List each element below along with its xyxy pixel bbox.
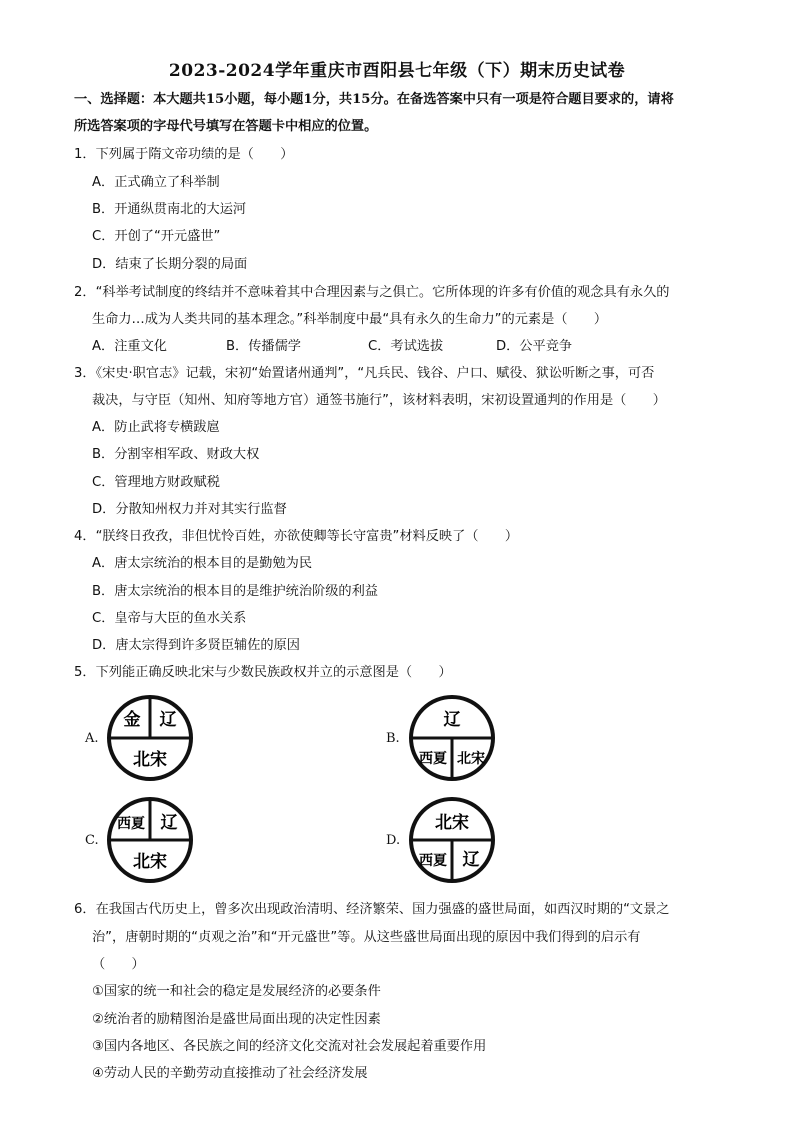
- diagram-a: [105, 693, 195, 783]
- diagram-d-region-beisong: 北宋: [435, 813, 469, 833]
- question-4-option-b: B．唐太宗统治的根本目的是维护统治阶级的利益: [92, 584, 378, 599]
- question-4-option-c: C．皇帝与大臣的鱼水关系: [92, 611, 247, 626]
- section-instruction-line2: 所选答案项的字母代号填写在答题卡中相应的位置。: [74, 119, 378, 134]
- question-1-option-d: D．结束了长期分裂的局面: [92, 257, 248, 272]
- question-6-item-3: ③国内各地区、各民族之间的经济文化交流对社会发展起着重要作用: [92, 1039, 487, 1054]
- diagram-b-region-xixia: 西夏: [419, 751, 447, 767]
- question-3-option-d: D．分散知州权力并对其实行监督: [92, 502, 287, 517]
- diagram-c-region-xixia: 西夏: [117, 816, 145, 832]
- question-2-option-b: B．传播儒学: [226, 339, 301, 354]
- diagram-b-region-liao: 辽: [443, 710, 461, 730]
- diagram-a-region-liao: 辽: [159, 710, 177, 730]
- question-1-option-a: A．正式确立了科举制: [92, 175, 220, 190]
- question-6-stem-line2: 治”，唐朝时期的“贞观之治”和“开元盛世”等。从这些盛世局面出现的原因中我们得到的启示有: [92, 930, 641, 945]
- diagram-a-region-beisong: 北宋: [133, 750, 167, 770]
- diagram-d-region-liao: 辽: [462, 850, 480, 870]
- question-2-stem-line1: 2．“科举考试制度的终结并不意味着其中合理因素与之俱亡。它所体现的许多有价值的观念具有永久的: [74, 285, 670, 300]
- diagram-c-region-liao: 辽: [160, 813, 178, 833]
- question-4-stem: 4．“朕终日孜孜，非但忧怜百姓，亦欲使卿等长守富贵”材料反映了（ ）: [74, 529, 519, 544]
- question-3-stem-line2: 裁决，与守臣（知州、知府等地方官）通签书施行”，该材料表明，宋初设置通判的作用是（ ）: [92, 393, 666, 408]
- question-1-stem: 1．下列属于隋文帝功绩的是（ ）: [74, 147, 294, 162]
- question-1-option-b: B．开通纵贯南北的大运河: [92, 202, 247, 217]
- question-2-stem-line2: 生命力…成为人类共同的基本理念。”科举制度中最“具有永久的生命力”的元素是（ ）: [92, 312, 608, 327]
- question-3-option-b: B．分割宰相军政、财政大权: [92, 447, 260, 462]
- diagram-c-region-beisong: 北宋: [133, 852, 167, 872]
- question-6-item-2: ②统治者的励精图治是盛世局面出现的决定性因素: [92, 1012, 381, 1027]
- diagram-d-label: D.: [386, 833, 401, 848]
- question-6-stem-line1: 6．在我国古代历史上，曾多次出现政治清明、经济繁荣、国力强盛的盛世局面，如西汉时期的“文景之: [74, 902, 670, 917]
- question-6-stem-line3: （ ）: [92, 957, 145, 972]
- diagram-b-region-beisong: 北宋: [457, 751, 485, 767]
- diagram-a-region-jin: 金: [123, 710, 141, 730]
- section-instruction-line1: 一、选择题：本大题共15小题，每小题1分，共15分。在备选答案中只有一项是符合题目要求的，请将: [74, 92, 674, 107]
- question-3-option-c: C．管理地方财政赋税: [92, 475, 220, 490]
- question-4-option-a: A．唐太宗统治的根本目的是勤勉为民: [92, 556, 313, 571]
- diagram-d-region-xixia: 西夏: [419, 853, 447, 869]
- question-3-stem-line1: 3．《宋史·职官志》记载，宋初“始置诸州通判”，“凡兵民、钱谷、户口、赋役、狱讼听断之事，可否: [74, 366, 655, 381]
- question-4-option-d: D．唐太宗得到许多贤臣辅佐的原因: [92, 638, 300, 653]
- diagram-b-label: B.: [386, 731, 400, 746]
- question-2-option-d: D．公平竞争: [496, 339, 573, 354]
- question-5-stem: 5．下列能正确反映北宋与少数民族政权并立的示意图是（ ）: [74, 665, 452, 680]
- question-6-item-1: ①国家的统一和社会的稳定是发展经济的必要条件: [92, 984, 381, 999]
- diagram-c-label: C.: [85, 833, 99, 848]
- diagram-d: [407, 795, 497, 885]
- question-6-item-4: ④劳动人民的辛勤劳动直接推动了社会经济发展: [92, 1066, 368, 1081]
- diagram-b: [407, 693, 497, 783]
- question-2-option-c: C．考试选拔: [368, 339, 444, 354]
- question-2-option-a: A．注重文化: [92, 339, 167, 354]
- diagram-c: [105, 795, 195, 885]
- page-title: 2023-2024学年重庆市酉阳县七年级（下）期末历史试卷: [168, 61, 626, 81]
- question-3-option-a: A．防止武将专横跋扈: [92, 420, 220, 435]
- question-1-option-c: C．开创了“开元盛世”: [92, 229, 221, 244]
- diagram-a-label: A.: [85, 731, 99, 746]
